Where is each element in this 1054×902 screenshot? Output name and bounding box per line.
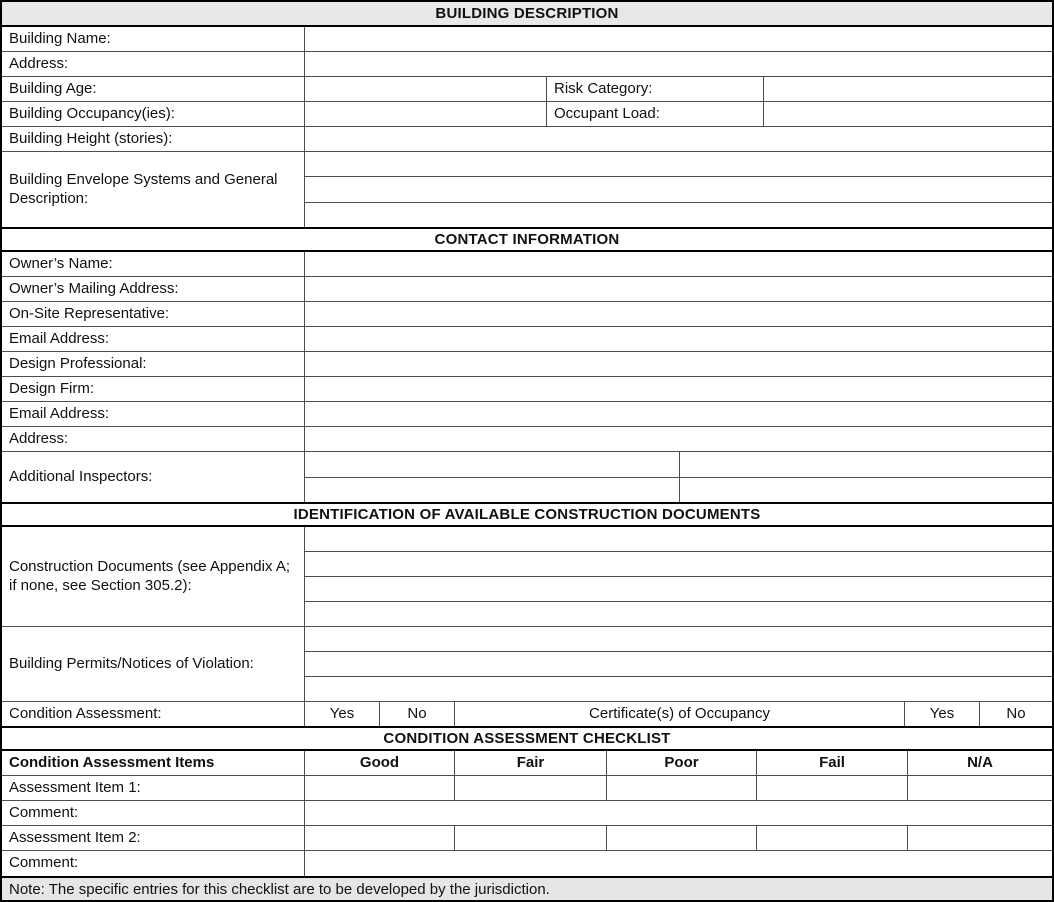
additional-inspector-input-4[interactable]: [680, 478, 1052, 503]
building-envelope-input-line-3[interactable]: [305, 203, 1052, 227]
comment-1-label: Comment:: [2, 801, 305, 825]
email-address-input[interactable]: [305, 327, 1052, 351]
construction-documents-input-line-2[interactable]: [305, 552, 1052, 577]
certificate-no-option[interactable]: No: [1006, 704, 1026, 722]
assessment-item-2-fail-cell[interactable]: [757, 826, 908, 850]
condition-assessment-no-option[interactable]: No: [380, 702, 455, 726]
occupant-load-input[interactable]: [764, 102, 1052, 126]
certificate-yes-option[interactable]: Yes: [905, 702, 980, 726]
design-professional-input[interactable]: [305, 352, 1052, 376]
construction-documents-section-header: IDENTIFICATION OF AVAILABLE CONSTRUCTION DOCUMENTS: [2, 502, 1052, 527]
address-2-row: [2, 427, 1052, 452]
assessment-item-2-poor-cell[interactable]: [607, 826, 757, 850]
on-site-representative-label: On-Site Representative:: [2, 302, 305, 326]
checklist-column-header-row: [2, 751, 1052, 776]
column-header-good: Good: [305, 751, 455, 775]
additional-inspector-input-2[interactable]: [680, 452, 1052, 477]
certificate-of-occupancy-label: Certificate(s) of Occupancy: [455, 702, 905, 726]
address-2-label: Address:: [2, 427, 305, 451]
construction-documents-input-line-3[interactable]: [305, 577, 1052, 602]
design-professional-row: [2, 352, 1052, 377]
on-site-representative-input[interactable]: [305, 302, 1052, 326]
building-envelope-label: Building Envelope Systems and General Description:: [2, 152, 305, 227]
address-row: [2, 52, 1052, 77]
additional-inspectors-line-1: [305, 452, 1052, 478]
on-site-representative-row: [2, 302, 1052, 327]
additional-inspectors-input-area: [305, 452, 1052, 502]
email-address-label: Email Address:: [2, 327, 305, 351]
building-description-section-header: BUILDING DESCRIPTION: [2, 2, 1052, 27]
condition-assessment-checklist-section-header: CONDITION ASSESSMENT CHECKLIST: [2, 726, 1052, 751]
building-permits-row: [2, 627, 1052, 702]
additional-inspectors-line-2: [305, 478, 1052, 503]
additional-inspectors-row: [2, 452, 1052, 502]
owners-mailing-address-row: [2, 277, 1052, 302]
building-occupancy-row: [2, 102, 1052, 127]
construction-documents-input-line-1[interactable]: [305, 527, 1052, 552]
column-header-fair: Fair: [455, 751, 607, 775]
building-name-row: [2, 27, 1052, 52]
additional-inspectors-label: Additional Inspectors:: [2, 452, 305, 502]
column-header-na: N/A: [967, 753, 993, 771]
building-age-label: Building Age:: [2, 77, 305, 101]
address-2-input[interactable]: [305, 427, 1052, 451]
construction-documents-label: Construction Documents (see Appendix A; if none, see Section 305.2):: [2, 527, 305, 626]
risk-category-label: Risk Category:: [547, 77, 764, 101]
email-address-2-input[interactable]: [305, 402, 1052, 426]
building-permits-input-area: [305, 627, 1052, 701]
building-permits-input-line-2[interactable]: [305, 652, 1052, 677]
risk-category-input[interactable]: [764, 77, 1052, 101]
design-firm-input[interactable]: [305, 377, 1052, 401]
condition-assessment-row: [2, 702, 1052, 726]
construction-documents-row: [2, 527, 1052, 627]
building-envelope-row: [2, 152, 1052, 227]
condition-assessment-yes-option[interactable]: Yes: [305, 702, 380, 726]
building-occupancy-input[interactable]: [305, 102, 547, 126]
building-height-input[interactable]: [305, 127, 1052, 151]
occupant-load-label: Occupant Load:: [547, 102, 764, 126]
assessment-item-1-good-cell[interactable]: [305, 776, 455, 800]
comment-2-label: Comment:: [2, 851, 305, 876]
email-address-2-row: [2, 402, 1052, 427]
owners-name-row: [2, 252, 1052, 277]
address-label: Address:: [2, 52, 305, 76]
column-header-fail: Fail: [757, 751, 908, 775]
owners-mailing-address-input[interactable]: [305, 277, 1052, 301]
assessment-item-1-fair-cell[interactable]: [455, 776, 607, 800]
condition-assessment-label: Condition Assessment:: [2, 702, 305, 726]
comment-1-input[interactable]: [305, 801, 1052, 825]
additional-inspector-input-3[interactable]: [305, 478, 680, 503]
building-permits-label: Building Permits/Notices of Violation:: [2, 627, 305, 701]
comment-2-row: [2, 851, 1052, 876]
construction-documents-input-area: [305, 527, 1052, 626]
address-input[interactable]: [305, 52, 1052, 76]
owners-name-input[interactable]: [305, 252, 1052, 276]
additional-inspector-input-1[interactable]: [305, 452, 680, 477]
owners-mailing-address-label: Owner’s Mailing Address:: [2, 277, 305, 301]
contact-information-section-header: CONTACT INFORMATION: [2, 227, 1052, 252]
building-height-label: Building Height (stories):: [2, 127, 305, 151]
email-address-2-label: Email Address:: [2, 402, 305, 426]
building-envelope-input-line-2[interactable]: [305, 177, 1052, 202]
jurisdiction-note: Note: The specific entries for this checklist are to be developed by the jurisdiction.: [2, 876, 1052, 900]
building-name-label: Building Name:: [2, 27, 305, 51]
design-firm-row: [2, 377, 1052, 402]
assessment-item-1-na-cell[interactable]: [908, 776, 1052, 800]
building-name-input[interactable]: [305, 27, 1052, 51]
building-permits-input-line-1[interactable]: [305, 627, 1052, 652]
building-permits-input-line-3[interactable]: [305, 677, 1052, 701]
building-envelope-input-area: [305, 152, 1052, 227]
building-envelope-input-line-1[interactable]: [305, 152, 1052, 177]
column-header-poor: Poor: [607, 751, 757, 775]
assessment-item-1-row: [2, 776, 1052, 801]
building-age-input[interactable]: [305, 77, 547, 101]
building-age-row: [2, 77, 1052, 102]
assessment-item-1-fail-cell[interactable]: [757, 776, 908, 800]
owners-name-label: Owner’s Name:: [2, 252, 305, 276]
condition-assessment-items-header: Condition Assessment Items: [2, 751, 305, 775]
assessment-item-2-good-cell[interactable]: [305, 826, 455, 850]
comment-1-row: [2, 801, 1052, 826]
building-height-row: [2, 127, 1052, 152]
building-occupancy-label: Building Occupancy(ies):: [2, 102, 305, 126]
assessment-item-2-row: [2, 826, 1052, 851]
assessment-item-1-poor-cell[interactable]: [607, 776, 757, 800]
email-address-row: [2, 327, 1052, 352]
design-firm-label: Design Firm:: [2, 377, 305, 401]
assessment-item-2-fair-cell[interactable]: [455, 826, 607, 850]
assessment-item-2-label: Assessment Item 2:: [2, 826, 305, 850]
assessment-item-1-label: Assessment Item 1:: [2, 776, 305, 800]
comment-2-input[interactable]: [305, 851, 1052, 876]
assessment-item-2-na-cell[interactable]: [908, 826, 1052, 850]
construction-documents-input-line-4[interactable]: [305, 602, 1052, 626]
design-professional-label: Design Professional:: [2, 352, 305, 376]
